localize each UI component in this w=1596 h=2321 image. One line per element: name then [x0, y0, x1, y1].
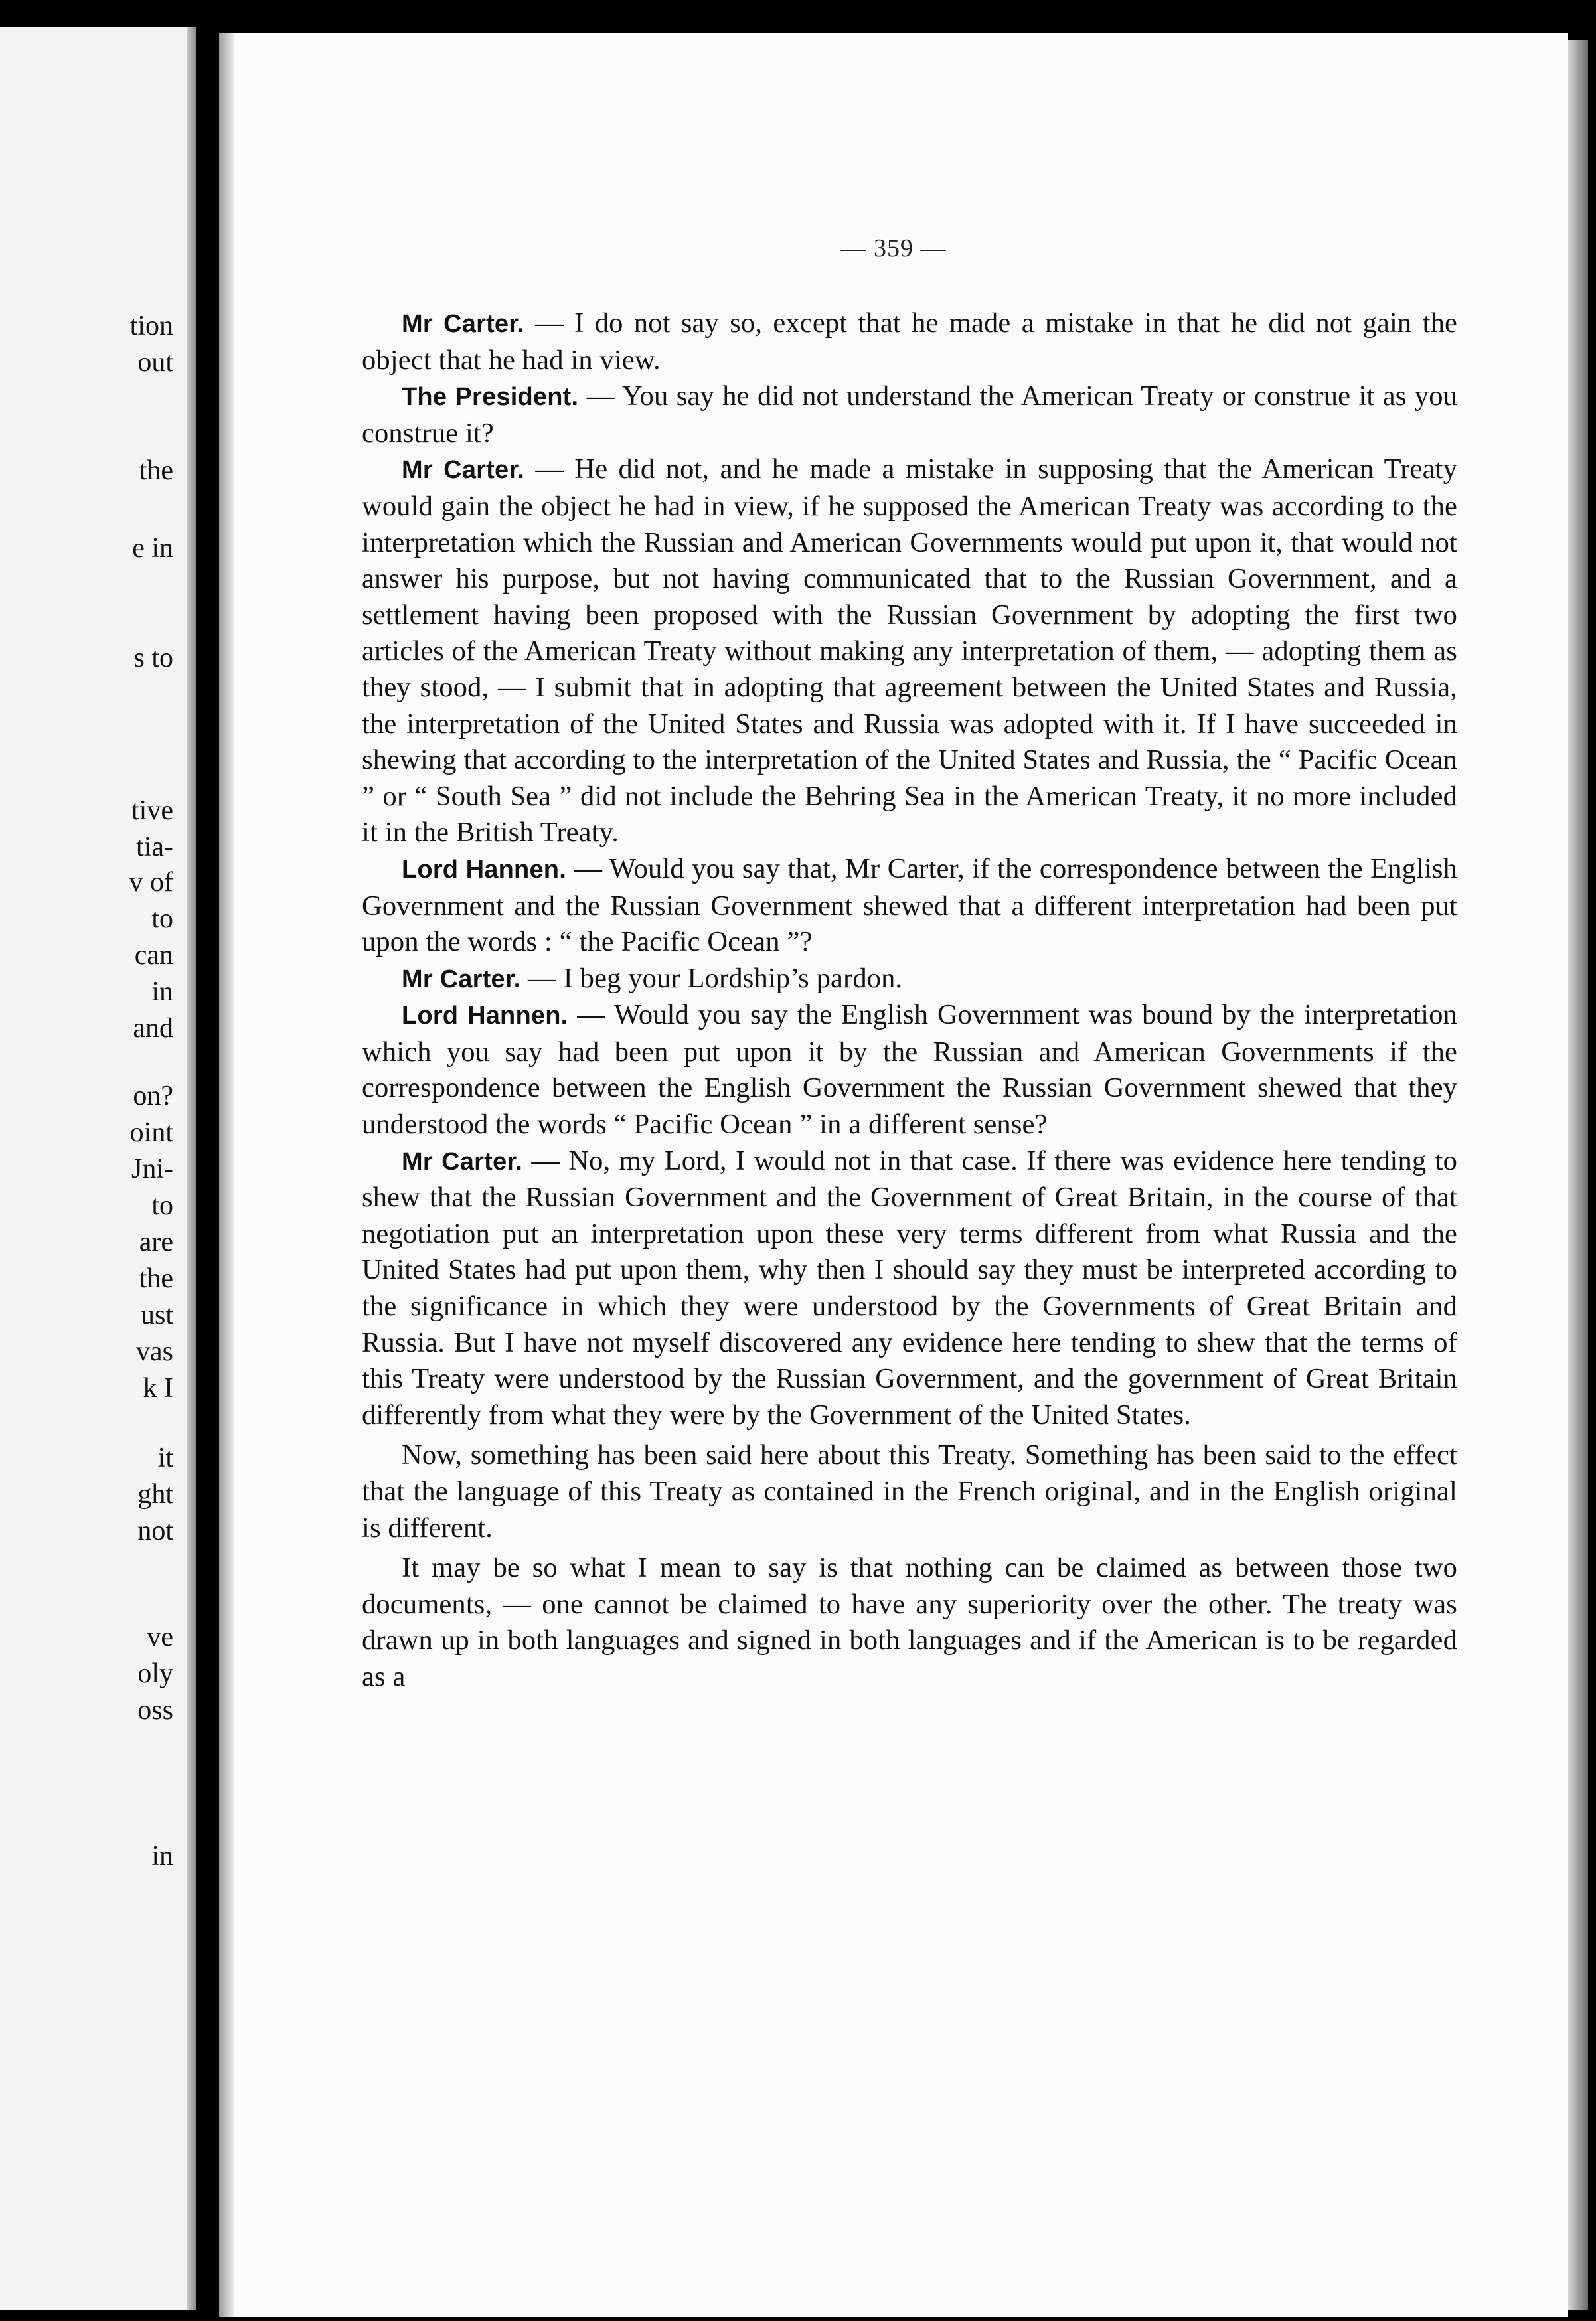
paragraph: [362, 997, 1457, 1143]
paragraph: [362, 1550, 1457, 1695]
left-fragment: v of: [129, 867, 173, 898]
paragraph: [362, 1437, 1457, 1546]
left-fragment: tive: [131, 795, 173, 826]
paragraph: [362, 305, 1457, 378]
left-fragment: s to: [133, 643, 173, 673]
page-edge: [1568, 40, 1588, 2310]
left-fragment: ght: [137, 1479, 173, 1510]
speaker-name: The President.: [402, 383, 579, 412]
paragraph: [362, 451, 1457, 851]
paragraph: [362, 961, 1457, 998]
left-fragment: and: [133, 1013, 173, 1044]
left-fragment: on?: [133, 1081, 173, 1111]
speaker-name: Mr Carter.: [402, 965, 521, 993]
paragraph-text: It may be so what I mean to say is that nothing can be claimed as between those two documents, — one cannot be claimed to have any superiority over the other. The treaty was drawn up in both languages and signed in both languages and if the American is to be regarded as a: [362, 1552, 1457, 1692]
paragraph-text: Now, something has been said here about this Treaty. Something has been said to the effect that the language of this Treaty as contained in the French original, and in the English original is different.: [362, 1439, 1457, 1544]
left-fragment: oss: [137, 1695, 173, 1725]
paragraph: [362, 378, 1457, 451]
paragraph: [362, 1143, 1457, 1434]
paragraph-text: — I do not say so, except that he made a mistake in that he did not gain the object that he had in view.: [362, 307, 1457, 376]
left-fragment: not: [137, 1516, 173, 1546]
paragraph-text: — Would you say that, Mr Carter, if the correspondence between the English Government and the Russian Government shewed that a different interpretation had been put upon the words : “ the Pacific Ocean ”?: [362, 852, 1458, 958]
left-fragment: vas: [136, 1336, 173, 1367]
left-fragment: oint: [129, 1117, 173, 1148]
left-fragment: to: [151, 1190, 173, 1221]
paragraph-text: — You say he did not understand the American Treaty or construe it as you construe it?: [362, 380, 1457, 449]
paragraph-text: — I beg your Lordship’s pardon.: [520, 962, 903, 994]
left-fragment: to: [151, 904, 173, 934]
left-fragment: in: [151, 1841, 173, 1872]
left-fragment: ve: [147, 1622, 173, 1652]
document-page: [219, 33, 1568, 2317]
paragraph-text: — No, my Lord, I would not in that case. If there was evidence here tending to shew that the Russian Government and the Government of Great Britain, in the course of that negotiation put an interpretation upon these very terms different from what Russia and the United States had put upon them, why then I should say they must be interpreted according to the significance in which they were understood by the Governments of Great Britain and Russia. But I have not myself discovered any evidence here tending to shew that the terms of this Treaty were understood by the Russian Government, and the government of Great Britain differently from what they were by the Government of the United States.: [362, 1145, 1458, 1431]
left-fragment: the: [139, 1263, 173, 1294]
left-fragment: oly: [137, 1658, 173, 1689]
left-fragment: it: [157, 1443, 173, 1473]
left-fragment: can: [134, 940, 173, 971]
body-text: [362, 305, 1457, 1696]
left-fragment: the: [139, 455, 173, 486]
page-binding-shadow: [219, 33, 234, 2317]
left-fragment: ust: [140, 1300, 173, 1330]
speaker-name: Mr Carter.: [402, 1147, 522, 1176]
page-number: — 359 —: [840, 234, 947, 262]
left-fragment: tion: [129, 311, 173, 341]
left-fragment: tia-: [136, 832, 173, 862]
speaker-name: Mr Carter.: [402, 310, 524, 338]
left-fragment: are: [139, 1227, 173, 1257]
left-fragment: out: [137, 347, 173, 378]
speaker-name: Lord Hannen.: [402, 855, 566, 884]
speaker-name: Lord Hannen.: [402, 1002, 568, 1030]
previous-page-fragment: [0, 27, 196, 2310]
page-gutter: [187, 27, 196, 2310]
left-fragment: in: [151, 977, 173, 1007]
left-fragment: e in: [132, 533, 173, 564]
left-fragment: Jni-: [131, 1154, 173, 1184]
left-fragment: k I: [143, 1373, 173, 1403]
paragraph: [362, 851, 1457, 961]
paragraph-text: — He did not, and he made a mistake in supposing that the American Treaty would gain the object he had in view, if he supposed the American Treaty was according to the interpretation which the Russian and American Governments would put upon it, that would not answer his purpose, but not having communicated that to the Russian Government, and a settlement having been proposed with the Russian Government by adopting the first two articles of the American Treaty without making any interpretation of them, — adopting them as they stood, — I submit that in adopting that agreement between the United States and Russia, the interpretation of the United States and Russia was adopted with it. If I have succeeded in shewing that according to the interpretation of the United States and Russia, the “ Pacific Ocean ” or “ South Sea ” did not include the Behring Sea in the American Treaty, it no more included it in the British Treaty.: [362, 453, 1457, 848]
paragraph-text: — Would you say the English Government was bound by the interpretation which you say had been put upon it by the Russian and American Governments if the correspondence between the English Government the Russian Government shewed that they understood the words “ Pacific Ocean ” in a different sense?: [362, 999, 1457, 1141]
speaker-name: Mr Carter.: [402, 456, 524, 485]
